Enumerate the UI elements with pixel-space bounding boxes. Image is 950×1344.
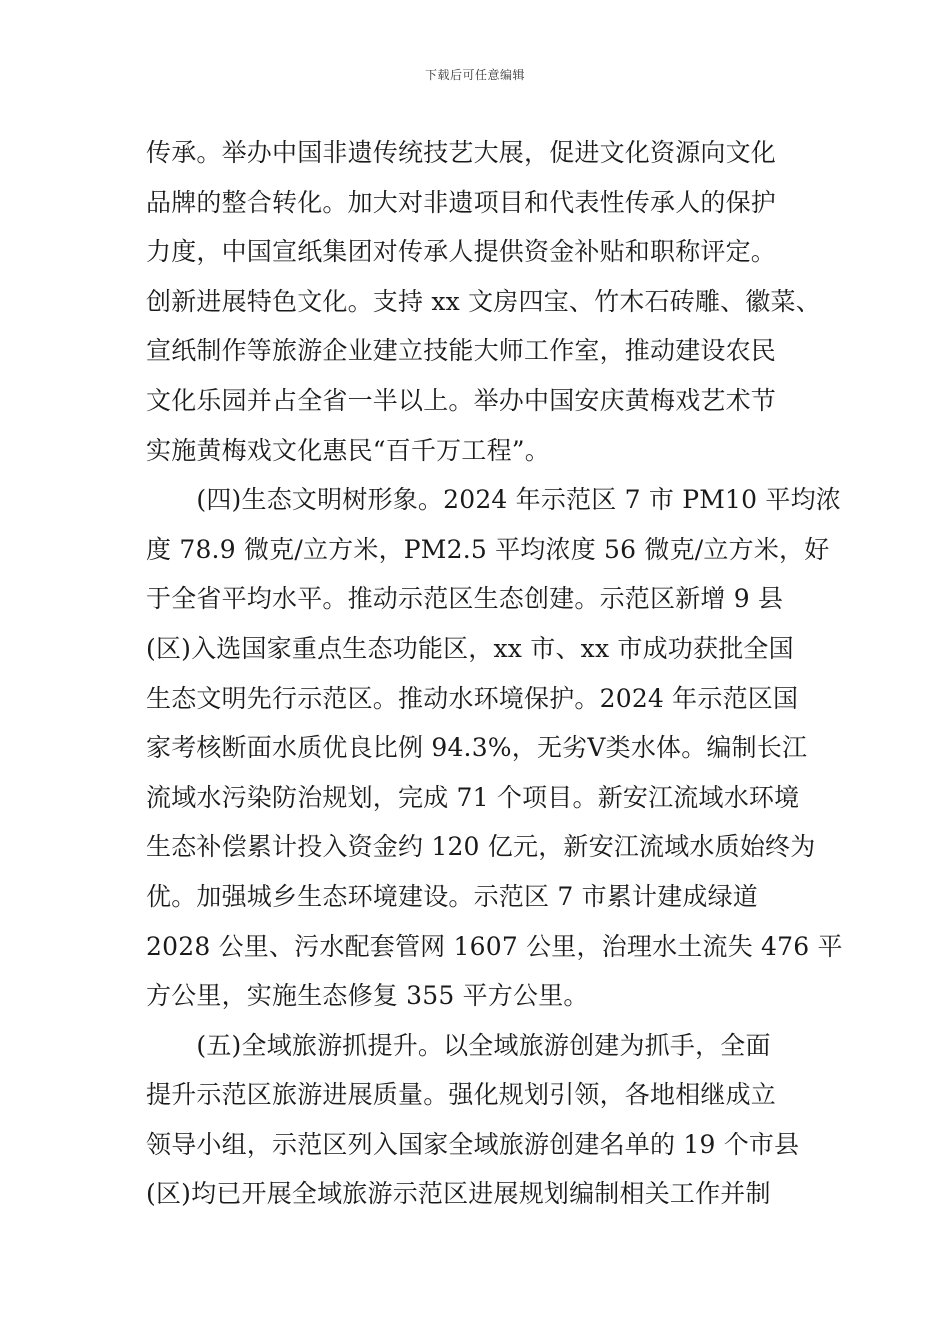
text-line: 宣纸制作等旅游企业建立技能大师工作室，推动建设农民 bbox=[146, 336, 777, 366]
text-line: (区)入选国家重点生态功能区，xx 市、xx 市成功获批全国 bbox=[146, 633, 794, 663]
text-line: 优。加强城乡生态环境建设。示范区 7 市累计建成绿道 bbox=[146, 881, 759, 911]
text-line: (区)均已开展全域旅游示范区进展规划编制相关工作并制 bbox=[146, 1179, 771, 1209]
text-line: 提升示范区旅游进展质量。强化规划引领，各地相继成立 bbox=[146, 1080, 777, 1110]
paragraph-start-line: (四)生态文明树形象。2024 年示范区 7 市 PM10 平均浓 bbox=[146, 485, 842, 515]
text-line: 力度，中国宣纸集团对传承人提供资金补贴和职称评定。 bbox=[146, 237, 777, 267]
paragraph-start-line: (五)全域旅游抓提升。以全域旅游创建为抓手，全面 bbox=[146, 1030, 771, 1060]
text-line: 生态补偿累计投入资金约 120 亿元，新安江流域水质始终为 bbox=[146, 832, 816, 862]
text-line: 方公里，实施生态修复 355 平方公里。 bbox=[146, 981, 589, 1011]
text-line: 家考核断面水质优良比例 94.3%，无劣Ⅴ类水体。编制长江 bbox=[146, 733, 808, 763]
document-body bbox=[146, 128, 846, 1219]
text-line: 流域水污染防治规划，完成 71 个项目。新安江流域水环境 bbox=[146, 782, 800, 812]
text-line: 实施黄梅戏文化惠民“百千万工程”。 bbox=[146, 435, 550, 465]
page-header-note: 下载后可任意编辑 bbox=[424, 68, 525, 82]
text-line: 创新进展特色文化。支持 xx 文房四宝、竹木石砖雕、徽菜、 bbox=[146, 286, 821, 316]
text-line: 领导小组，示范区列入国家全域旅游创建名单的 19 个市县 bbox=[146, 1129, 800, 1159]
text-line: 生态文明先行示范区。推动水环境保护。2024 年示范区国 bbox=[146, 683, 799, 713]
text-line: 于全省平均水平。推动示范区生态创建。示范区新增 9 县 bbox=[146, 584, 784, 614]
text-line: 品牌的整合转化。加大对非遗项目和代表性传承人的保护 bbox=[146, 187, 777, 217]
text-line: 传承。举办中国非遗传统技艺大展，促进文化资源向文化 bbox=[146, 138, 777, 167]
text-line: 度 78.9 微克/立方米，PM2.5 平均浓度 56 微克/立方米，好 bbox=[146, 534, 830, 564]
text-line: 文化乐园并占全省一半以上。举办中国安庆黄梅戏艺术节 bbox=[146, 385, 777, 415]
text-line: 2028 公里、污水配套管网 1607 公里，治理水土流失 476 平 bbox=[146, 931, 843, 961]
